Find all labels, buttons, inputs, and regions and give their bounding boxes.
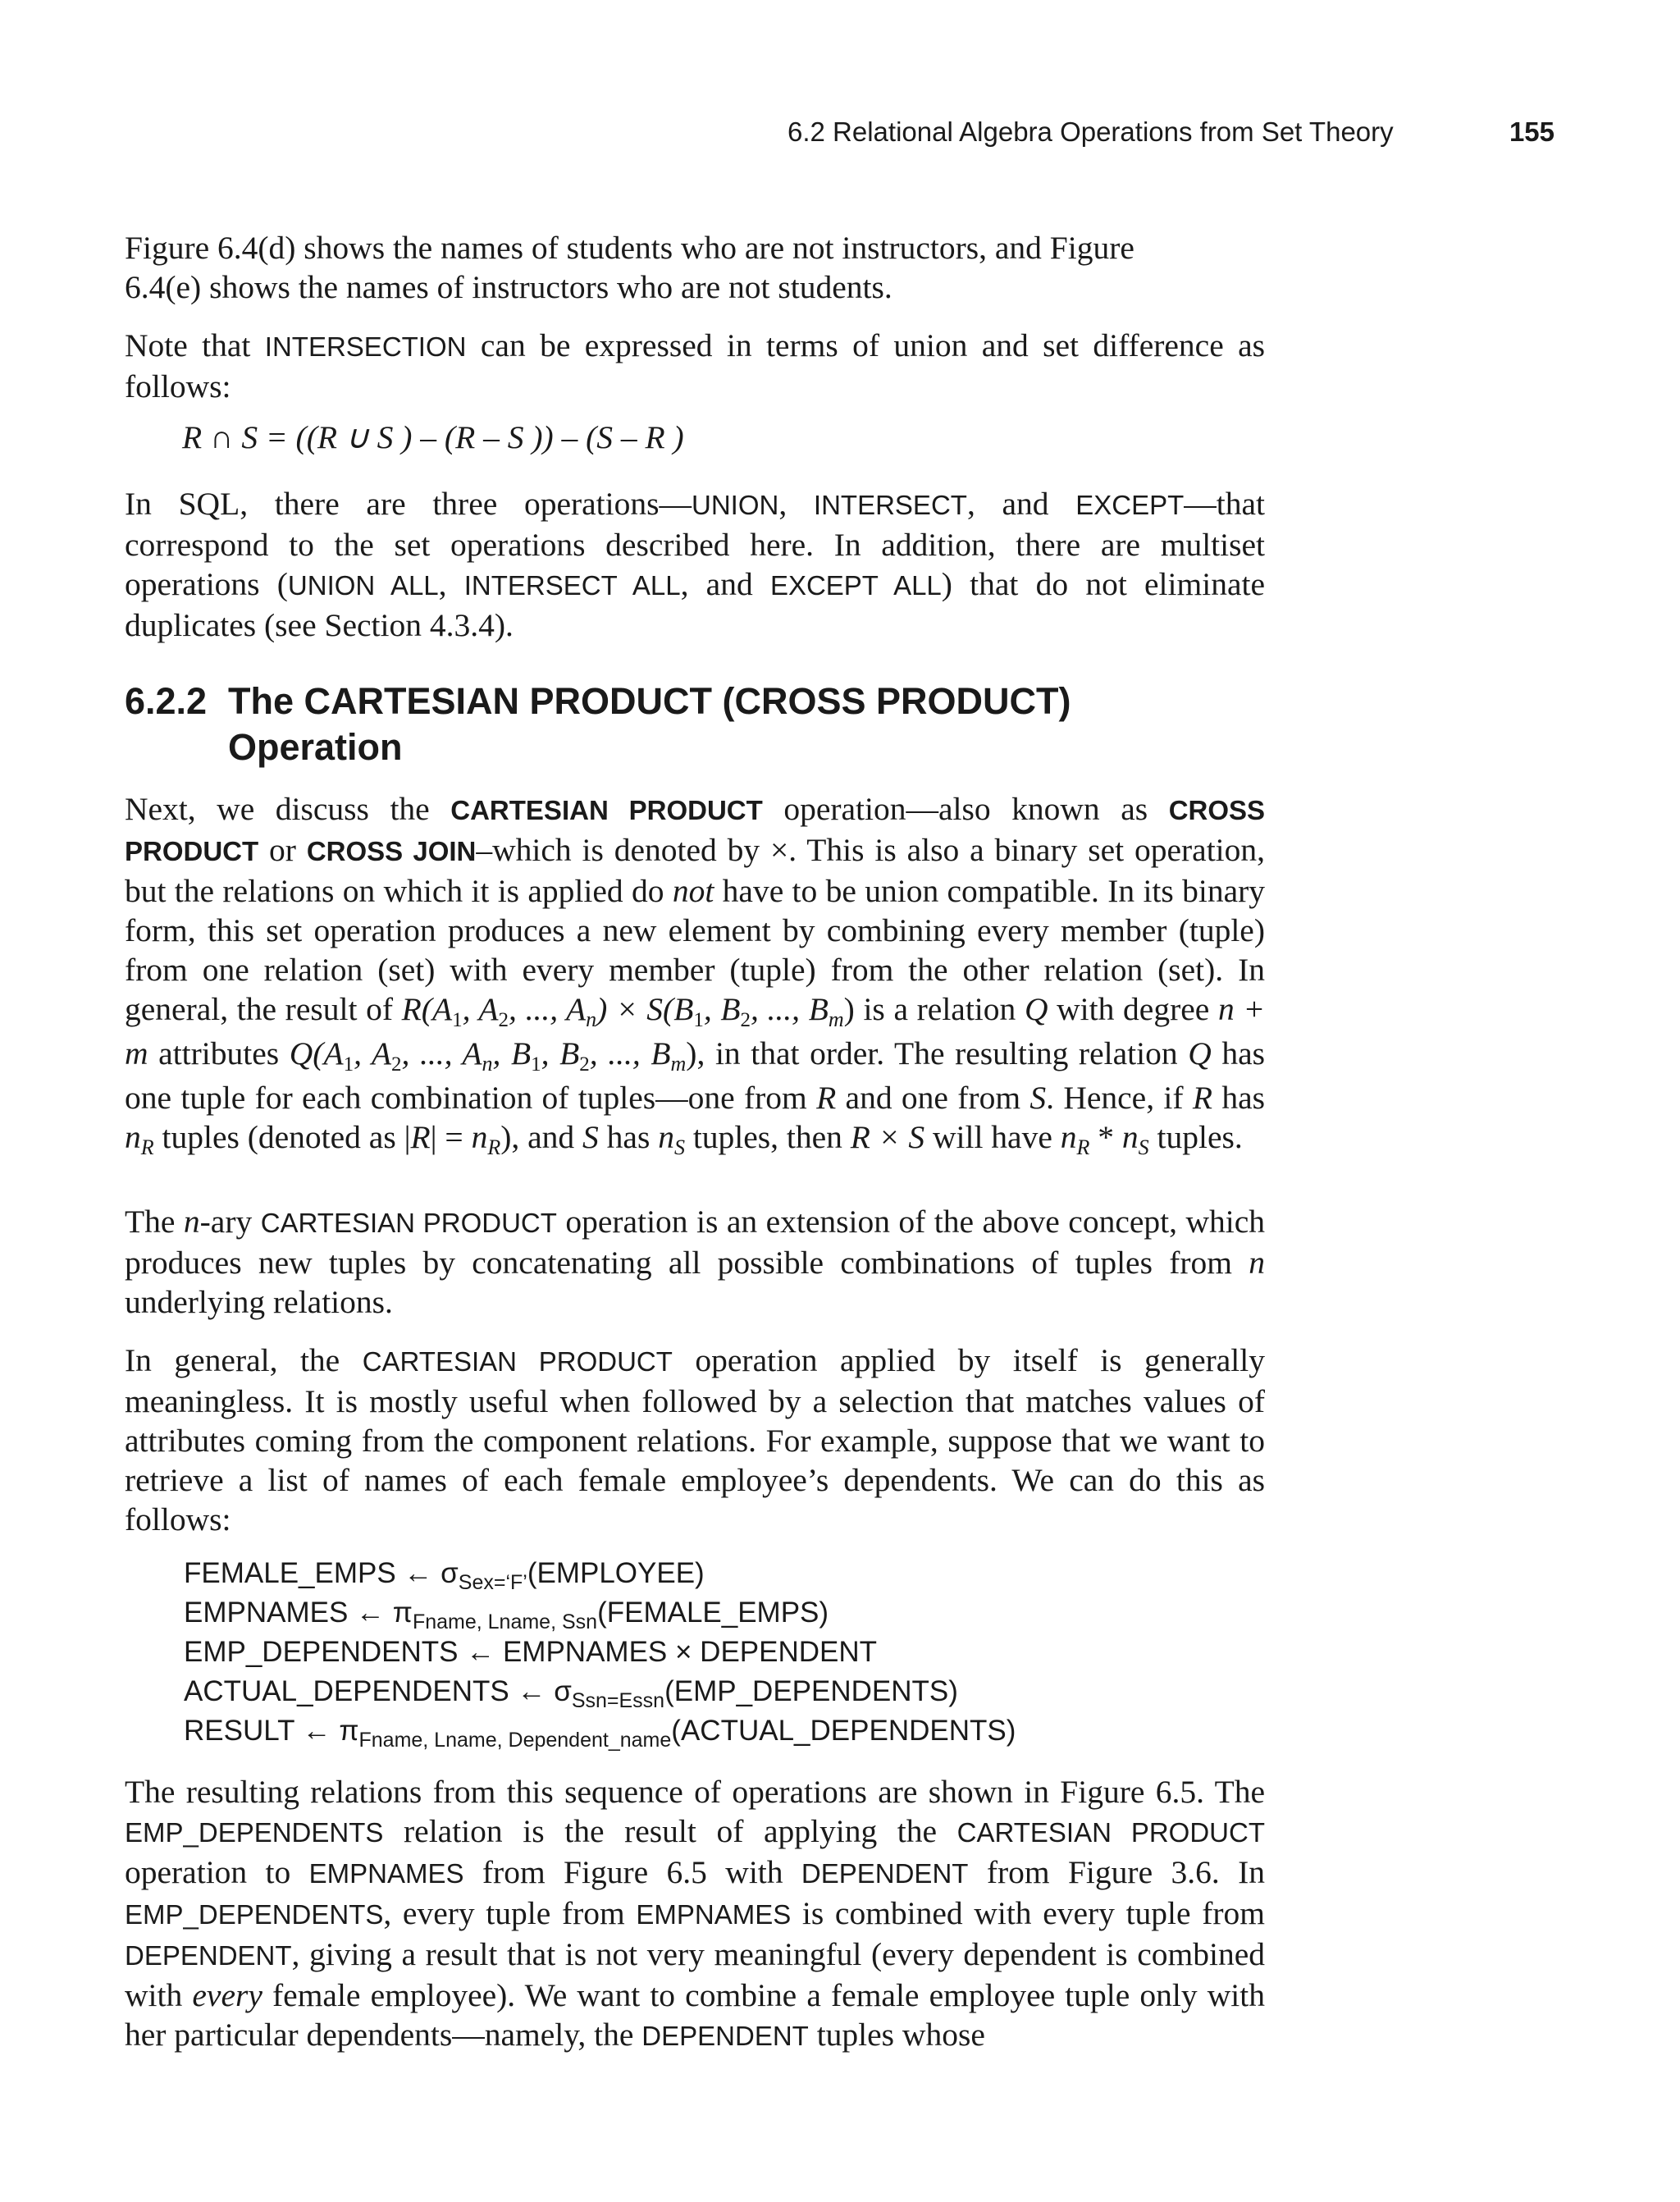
paragraph-4: Next, we discuss the CARTESIAN PRODUCT operation—also known as CROSS PRODUCT or CROSS JOIN–which is denoted by ×. This is also a binary set operation, but the relations on which it is applied do not have to be union compatible. In its binary form, this set operation produces a new element by combining every member (tuple) from one relation (set) with every member (tuple) from the other relation (set). In general, the result of $R(A_1$, $A_2$, ..., $A_n) \times S(B_1$, $B_2$, ..., $B_m$) is a relation Q with degree n + m attributes $Q(A_1$, $A_2$, ..., $A_n$, $B_1$, $B_2$, ..., $B_m$), in that order. The resulting relation Q has one tuple for each combination of tuples—one from R and one from S. Hence, if R has $n_R$ tuples (denoted as $|R| = n_R$), and S has $n_S$ tuples, then R × S will have $n_R * n_S$ tuples. bbox=[125, 791, 1266, 1159]
algebra-line: ACTUAL_DEPENDENTS ← $\sigma_{Ssn=Essn}(EMP\_DEPENDENTS)$ bbox=[184, 1675, 958, 1712]
paragraph-1-line-2: 6.4(e) shows the names of instructors who are not students. bbox=[125, 269, 892, 305]
algebra-line: RESULT ← $\pi_{Fname, Lname, Dependent\_name}(ACTUAL\_DEPENDENTS)$ bbox=[184, 1715, 1016, 1752]
section-title: The CARTESIAN PRODUCT (CROSS PRODUCT) Operation bbox=[228, 680, 1071, 768]
page-number: 155 bbox=[1509, 116, 1554, 147]
running-header bbox=[788, 116, 1554, 158]
paragraph-5: The n-ary CARTESIAN PRODUCT operation is an extension of the above concept, which produces new tuples by concatenating all possible combinations of tuples from n underlying relations. bbox=[125, 1204, 1265, 1320]
paragraph-7: The resulting relations from this sequence of operations are shown in Figure 6.5. The EMP_DEPENDENTS relation is the result of applying the CARTESIAN PRODUCT operation to EMPNAMES from Figure 6.5 with DEPENDENT from Figure 3.6. In EMP_DEPENDENTS, every tuple from EMPNAMES is combined with every tuple from DEPENDENT, giving a result that is not very meaningful (every dependent is combined with every female employee). We want to combine a female employee tuple only with her particular dependents—namely, the DEPENDENT tuples whose bbox=[125, 1774, 1266, 2053]
section-number: 6.2.2 bbox=[125, 680, 208, 722]
paragraph-3: In SQL, there are three operations—UNION, INTERSECT, and EXCEPT—that correspond to the set operations described here. In addition, there are multiset operations (UNION ALL, INTERSECT ALL, and EXCEPT ALL) that do not eliminate duplicates (see Section 4.3.4). bbox=[125, 486, 1266, 643]
paragraph-6: In general, the CARTESIAN PRODUCT operation applied by itself is generally meaningless. It is mostly useful when followed by a selection that matches values of attributes coming from the component relations. For example, suppose that we want to retrieve a list of names of each female employee’s dependents. We can do this as follows: bbox=[125, 1342, 1265, 1537]
paragraph-1 bbox=[125, 228, 1265, 307]
paragraph-1-line-1: Figure 6.4(d) shows the names of students who are not instructors, and Figure bbox=[125, 230, 1134, 266]
algebra-line: EMPNAMES ← $\pi_{Fname, Lname, Ssn}(FEMALE\_EMPS)$ bbox=[184, 1597, 829, 1633]
running-title: 6.2 Relational Algebra Operations from Set Theory bbox=[788, 116, 1394, 147]
keyword: INTERSECTION bbox=[264, 331, 467, 362]
algebra-line: FEMALE_EMPS ← $\sigma_{Sex=‘F’}(EMPLOYEE)$ bbox=[184, 1557, 705, 1594]
paragraph-2: Note that INTERSECTION can be expressed in terms of union and set difference as follows: bbox=[125, 327, 1266, 404]
set-difference-equation: R ∩ S = ((R ∪ S ) – (R – S )) – (S – R ) bbox=[182, 419, 684, 455]
algebra-line: EMP_DEPENDENTS ← EMPNAMES × DEPENDENT bbox=[184, 1636, 878, 1668]
